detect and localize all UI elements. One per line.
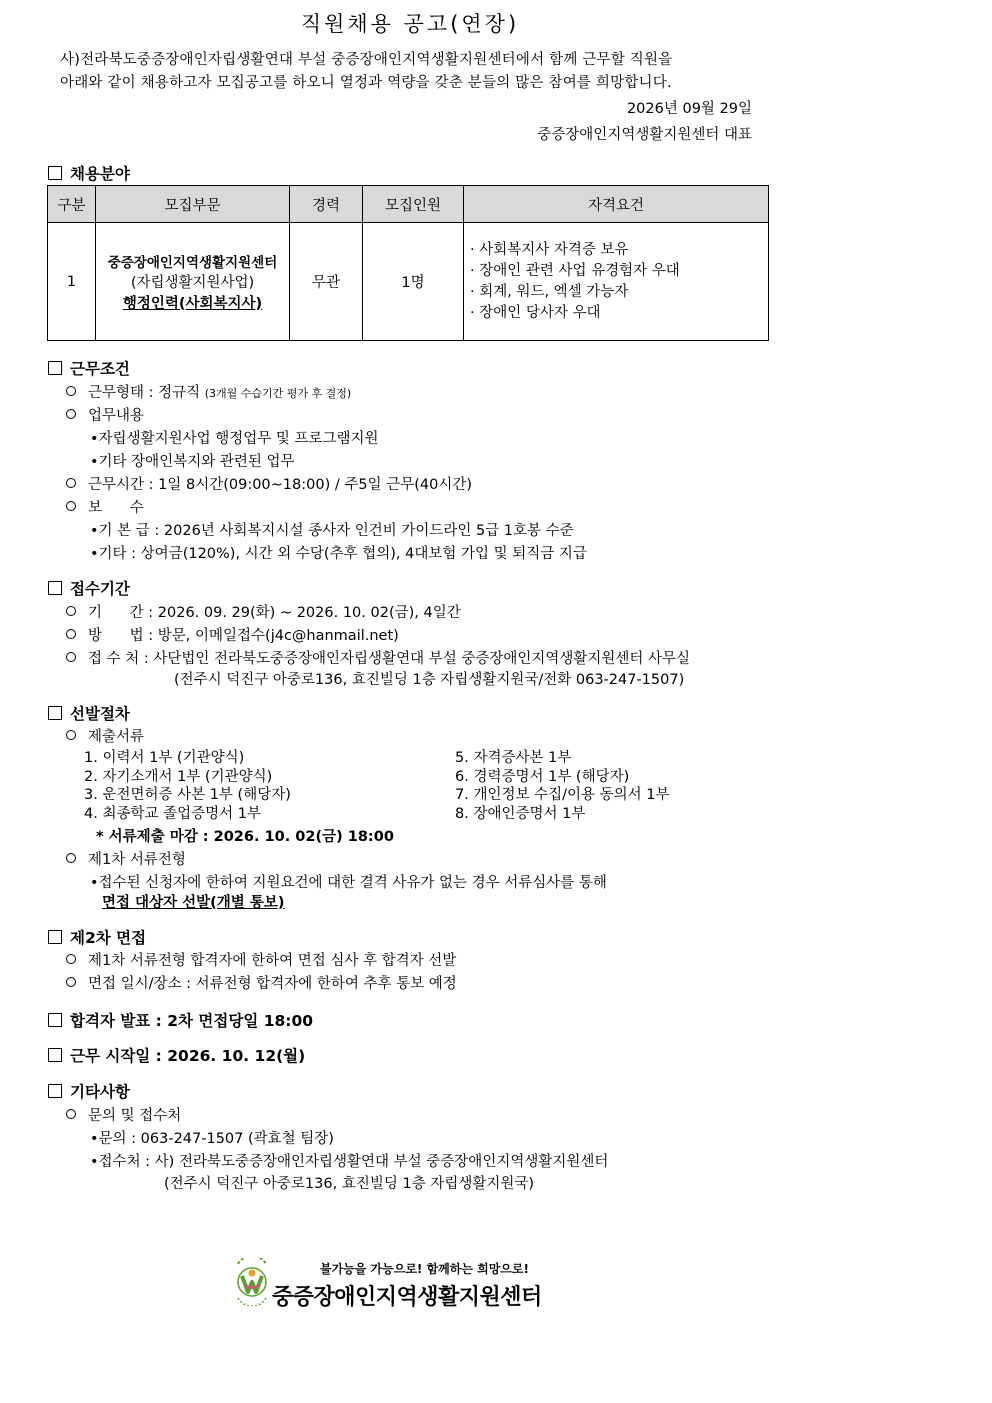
etc-label: 문의 및 접수처 — [66, 1104, 181, 1125]
interview-line: 면접 일시/장소 : 서류전형 합격자에 한하여 추후 통보 예정 — [66, 972, 457, 993]
center-logo-icon — [232, 1258, 272, 1310]
cell-career: 무관 — [290, 223, 363, 341]
cell-dept — [96, 223, 290, 341]
circle-bullet-icon — [66, 853, 76, 863]
doc-item: 4. 최종학교 졸업증명서 1부 — [84, 806, 261, 822]
etc-contact: •문의 : 063-247-1507 (곽효철 팀장) — [90, 1131, 334, 1147]
doc-item: 8. 장애인증명서 1부 — [455, 806, 586, 822]
notice-date: 2026년 09월 29일 — [626, 101, 752, 117]
section-start-date: 근무 시작일 : 2026. 10. 12(월) — [48, 1044, 305, 1066]
cell-no: 1 — [48, 223, 96, 341]
checkbox-icon — [48, 930, 62, 944]
first-stage-result: 면접 대상자 선발(개별 통보) — [102, 895, 285, 911]
section-etc: 기타사항 — [48, 1080, 130, 1102]
qual-item: · 회계, 워드, 엑셀 가능자 — [470, 283, 629, 300]
duty-item: •자립생활지원사업 행정업무 및 프로그램지원 — [90, 431, 379, 447]
intro-line-1: 사)전라북도중증장애인자립생활연대 부설 중증장애인지역생활지원센터에서 함께 근무할 직원을 — [60, 52, 673, 68]
checkbox-icon — [48, 581, 62, 595]
circle-bullet-icon — [66, 652, 76, 662]
doc-item: 2. 자기소개서 1부 (기관양식) — [84, 769, 273, 785]
recruit-table — [47, 185, 769, 341]
circle-bullet-icon — [66, 977, 76, 987]
cell-quals — [464, 223, 769, 341]
doc-item: 7. 개인정보 수집/이용 동의서 1부 — [455, 787, 670, 803]
slogan: 불가능을 가능으로! 함께하는 희망으로! — [320, 1262, 529, 1276]
cell-count: 1명 — [363, 223, 464, 341]
table-header-row — [48, 186, 769, 223]
duty-item: •기타 장애인복지와 관련된 업무 — [90, 454, 295, 470]
duty-label: 업무내용 — [66, 404, 144, 425]
reception-period: 기 간 : 2026. 09. 29(화) ~ 2026. 10. 02(금), 4일간 — [66, 601, 461, 622]
doc-deadline: * 서류제출 마감 : 2026. 10. 02(금) 18:00 — [96, 829, 394, 845]
circle-bullet-icon — [66, 478, 76, 488]
intro-line-2: 아래와 같이 채용하고자 모집공고를 하오니 열정과 역량을 갖춘 분들의 많은 참여를 희망합니다. — [60, 75, 672, 91]
docs-label: 제출서류 — [66, 725, 144, 746]
work-type-note: (3개월 수습기간 평가 후 결정) — [204, 387, 352, 400]
etc-address: •접수처 : 사) 전라북도중증장애인자립생활연대 부설 중증장애인지역생활지원센터 — [90, 1154, 609, 1170]
doc-item: 1. 이력서 1부 (기관양식) — [84, 750, 245, 766]
doc-item: 6. 경력증명서 1부 (해당자) — [455, 769, 630, 785]
doc-item: 3. 운전면허증 사본 1부 (해당자) — [84, 787, 291, 803]
section-selection: 선발절차 — [48, 702, 130, 724]
pay-item: •기타 : 상여금(120%), 시간 외 수당(추후 협의), 4대보험 가입 및 퇴직금 지급 — [90, 546, 587, 562]
circle-bullet-icon — [66, 730, 76, 740]
circle-bullet-icon — [66, 501, 76, 511]
checkbox-icon — [48, 1013, 62, 1027]
col-header: 모집인원 — [363, 186, 464, 223]
checkbox-icon — [48, 706, 62, 720]
circle-bullet-icon — [66, 409, 76, 419]
checkbox-icon — [48, 1048, 62, 1062]
qual-item: · 장애인 당사자 우대 — [470, 304, 601, 321]
reception-method: 방 법 : 방문, 이메일접수(j4c@hanmail.net) — [66, 624, 399, 645]
page-title: 직원채용 공고(연장) — [300, 12, 520, 36]
section-announce: 합격자 발표 : 2차 면접당일 18:00 — [48, 1009, 313, 1031]
checkbox-icon — [48, 1084, 62, 1098]
reception-address: (전주시 덕진구 아중로136, 효진빌딩 1층 자립생활지원국/전화 063-247-1507) — [174, 672, 685, 688]
circle-bullet-icon — [66, 629, 76, 639]
pay-label: 보 수 — [66, 496, 144, 517]
circle-bullet-icon — [66, 606, 76, 616]
qual-item: · 사회복지사 자격증 보유 — [470, 241, 629, 258]
circle-bullet-icon — [66, 954, 76, 964]
dept-position: 행정인력(사회복지사) — [122, 295, 263, 312]
section-recruit: 채용분야 — [48, 162, 130, 184]
circle-bullet-icon — [66, 1109, 76, 1119]
section-conditions: 근무조건 — [48, 357, 130, 379]
col-header: 구분 — [48, 186, 96, 223]
doc-item: 5. 자격증사본 1부 — [455, 750, 572, 766]
first-stage-desc: •접수된 신청자에 한하여 지원요건에 대한 결격 사유가 없는 경우 서류심사를 통해 — [90, 875, 607, 891]
pay-item: •기 본 급 : 2026년 사회복지시설 종사자 인건비 가이드라인 5급 1호봉 수준 — [90, 523, 574, 539]
col-header: 자격요건 — [464, 186, 769, 223]
dept-program: (자립생활지원사업) — [130, 274, 255, 291]
table-row — [48, 223, 769, 341]
checkbox-icon — [48, 361, 62, 375]
qual-item: · 장애인 관련 사업 유경험자 우대 — [470, 262, 680, 279]
notice-signer: 중증장애인지역생활지원센터 대표 — [537, 127, 752, 143]
org-name: 중증장애인지역생활지원센터 — [272, 1285, 542, 1310]
interview-line: 제1차 서류전형 합격자에 한하여 면접 심사 후 합격자 선발 — [66, 949, 456, 970]
section-reception: 접수기간 — [48, 577, 130, 599]
first-stage-label: 제1차 서류전형 — [66, 848, 186, 869]
circle-bullet-icon — [66, 386, 76, 396]
section-interview: 제2차 면접 — [48, 926, 146, 948]
reception-place: 접 수 처 : 사단법인 전라북도중증장애인자립생활연대 부설 중증장애인지역생활지원센터 사무실 — [66, 647, 690, 668]
work-type: 근무형태 : 정규직 (3개월 수습기간 평가 후 결정) — [66, 381, 351, 402]
dept-center: 중증장애인지역생활지원센터 — [107, 254, 278, 271]
col-header: 경력 — [290, 186, 363, 223]
work-hours: 근무시간 : 1일 8시간(09:00~18:00) / 주5일 근무(40시간) — [66, 473, 472, 494]
checkbox-icon — [48, 166, 62, 180]
etc-address-detail: (전주시 덕진구 아중로136, 효진빌딩 1층 자립생활지원국) — [164, 1176, 535, 1192]
col-header: 모집부문 — [96, 186, 290, 223]
